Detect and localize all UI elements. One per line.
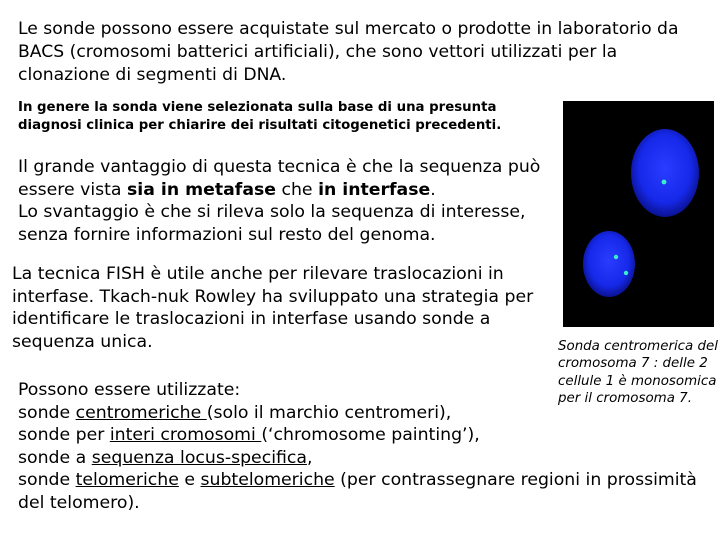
- probe-prefix: sonde per: [18, 425, 110, 445]
- fish-paragraph: La tecnica FISH è utile anche per rilevare traslocazioni in interfase. Tkach-nuk Rowley ha sviluppato una strategia per identificare le traslocazioni in interfase usando sonde a sequenza unica.: [12, 264, 534, 352]
- selection-note: In genere la sonda viene selezionata sulla base di una presunta diagnosi clinica per chiarire dei risultati citogenetici precedenti.: [18, 100, 502, 133]
- advantage-paragraph: [18, 156, 578, 246]
- nucleus-top: [631, 129, 699, 217]
- fish-micrograph-svg: [563, 101, 714, 327]
- disadvantage-text: Lo svantaggio è che si rileva solo la sequenza di interesse, senza fornire informazioni sul resto del genoma.: [18, 202, 526, 245]
- telomeric-desc: (per contrassegnare regioni in prossimità del telomero).: [18, 470, 697, 513]
- centromeric-term: centromeriche: [75, 402, 207, 423]
- nucleus-bottom: [583, 231, 635, 297]
- subtelomeric-term: subtelomeriche: [200, 470, 335, 490]
- probe-prefix: sonde: [18, 402, 76, 423]
- locus-comma: ,: [306, 447, 313, 468]
- fish-micrograph: [563, 101, 714, 327]
- locus-term: sequenza locus-specifica: [91, 447, 307, 468]
- fish-signal: [662, 180, 667, 185]
- probe-item-locus: [18, 447, 708, 470]
- fish-signal: [624, 271, 628, 275]
- conjunction: e: [178, 470, 201, 490]
- probe-item-telomeric: [18, 469, 708, 514]
- whole-term: interi: [109, 425, 161, 445]
- probe-prefix: sonde a: [18, 447, 92, 468]
- painting-desc: (‘chromosome painting’),: [261, 425, 480, 445]
- fish-signal: [614, 255, 618, 259]
- micrograph-caption: Sonda centromerica del cromosoma 7 : delle 2 cellule 1 è monosomica per il cromosoma 7.: [558, 339, 718, 407]
- advantage-connector: che: [275, 179, 319, 200]
- intro-paragraph: Le sonde possono essere acquistate sul mercato o prodotte in laboratorio da BACS (cromosomi batterici artificiali), che sono vettori utilizzati per la clonazione di segmenti di DNA.: [18, 19, 679, 85]
- interphase-emphasis: in interfase: [318, 179, 431, 200]
- metaphase-emphasis: sia in metafase: [127, 179, 276, 200]
- probe-prefix: sonde: [18, 470, 76, 490]
- advantage-text: Il grande vantaggio di questa tecnica è che la sequenza può essere vista: [18, 157, 541, 200]
- centromeric-desc: (solo il marchio centromeri),: [206, 402, 452, 423]
- advantage-period: .: [430, 179, 436, 200]
- probe-item-painting: [18, 424, 708, 447]
- chromosomes-term: cromosomi: [160, 425, 262, 445]
- probe-list-intro: Possono essere utilizzate:: [18, 380, 241, 400]
- telomeric-term: telomeriche: [75, 470, 179, 490]
